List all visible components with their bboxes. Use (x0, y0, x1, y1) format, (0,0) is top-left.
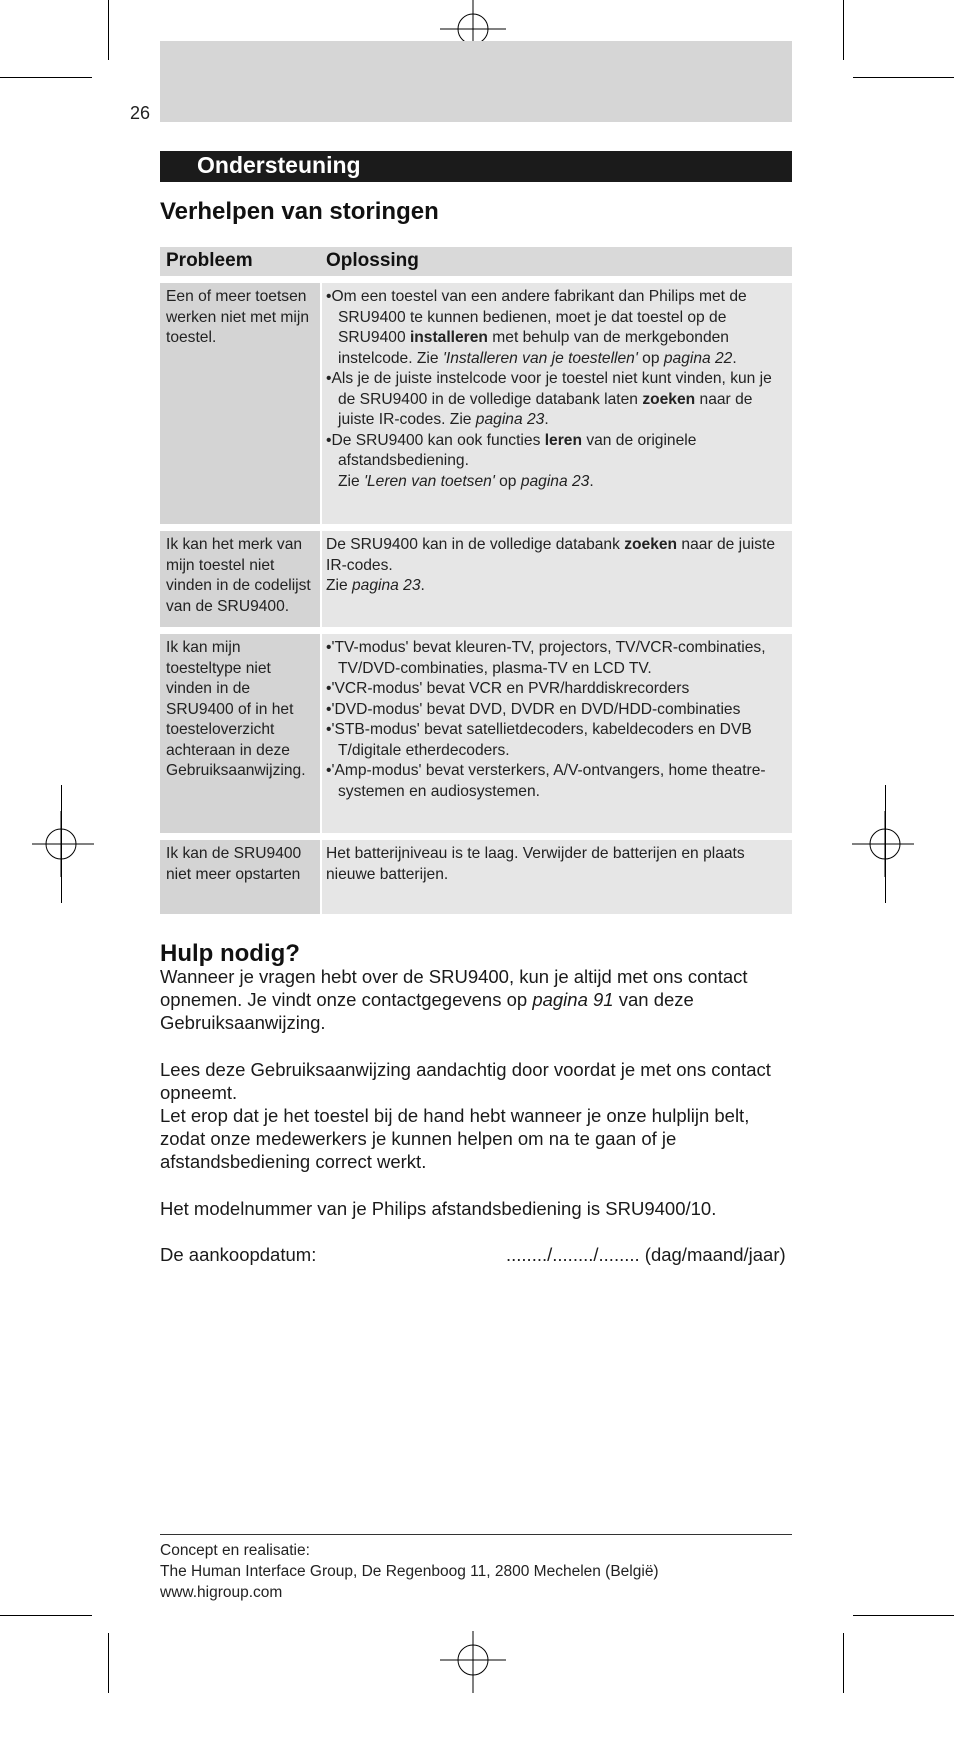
help-paragraph (160, 965, 792, 1034)
solution-text (326, 638, 792, 802)
text-run: pagina 23 (475, 411, 545, 428)
bullet-item: •'DVD-modus' bevat DVD, DVDR en DVD/HDD-combinaties (326, 700, 741, 718)
footer-divider (160, 1534, 792, 1535)
crop-mark (108, 1633, 109, 1693)
table-header (160, 247, 792, 276)
solution-text (326, 844, 792, 885)
page-number: 26 (130, 103, 151, 123)
text-run: . (544, 411, 549, 428)
text-run: op (637, 349, 664, 367)
text-run: naar de juiste IR-codes. (326, 536, 776, 574)
crop-mark (843, 1633, 844, 1693)
crop-mark (0, 77, 92, 78)
footer (160, 1540, 659, 1603)
help-paragraph: Lees deze Gebruiksaanwijzing aandachtig door voordat je met ons contact opneemt. (160, 1059, 771, 1103)
solution-cell (322, 634, 792, 833)
solution-cell (322, 531, 792, 627)
model-number-text: Het modelnummer van je Philips afstandsbediening is SRU9400/10. (160, 1198, 717, 1219)
problem-text: Ik kan het merk van mijn toestel niet vinden in de codelijst van de SRU9400. (166, 536, 311, 615)
column-header-solution: Oplossing (326, 250, 419, 271)
section-title: Ondersteuning (197, 152, 361, 178)
text-run: Zie (338, 472, 364, 490)
problem-cell (160, 840, 320, 914)
text-run: 'TV-modus' bevat kleuren-TV, projectors, TV/VCR-combinaties, TV/DVD-combinaties, plasma-TV en LCD TV. (331, 639, 766, 677)
table-row (160, 634, 792, 833)
header-gray-block (160, 41, 792, 122)
bullet-item: •De SRU9400 kan ook functies leren van de originele afstandsbediening. Zie 'Leren van toetsen' op pagina 23. (326, 431, 697, 490)
text-run: zoeken (642, 390, 696, 408)
table-row (160, 531, 792, 627)
text-run: . (732, 349, 737, 367)
footer-line: www.higroup.com (160, 1584, 283, 1601)
text-run: Het batterijniveau is te laag. Verwijder de batterijen en plaats nieuwe batterijen. (326, 845, 745, 883)
bullet-item: •Om een toestel van een andere fabrikant dan Philips met de SRU9400 te kunnen bedienen, moet je dat toestel op de SRU9400 installeren met behulp van de merkgebonden instelcode. Zie 'Installeren van je toestellen' op pagina 22. (326, 288, 747, 367)
text-run: . (420, 577, 425, 594)
bullet-item: •Als je de juiste instelcode voor je toestel niet kunt vinden, kun je de SRU9400 in de volledige databank laten zoeken naar de juiste IR-codes. Zie pagina 23. (326, 370, 772, 428)
bullet-item: •'TV-modus' bevat kleuren-TV, projectors, TV/VCR-combinaties, TV/DVD-combinaties, plasma-TV en LCD TV. (326, 639, 766, 677)
problem-text: Een of meer toetsen werken niet met mijn toestel. (166, 288, 309, 346)
text-run: installeren (409, 329, 488, 346)
crop-mark (853, 77, 954, 78)
solution-text (326, 287, 792, 492)
bullet-item: •'STB-modus' bevat satellietdecoders, kabeldecoders en DVB T/digitale etherdecoders. (326, 721, 752, 759)
bullet-item: •'VCR-modus' bevat VCR en PVR/harddiskrecorders (326, 680, 690, 697)
text-run: Als je de juiste instelcode voor je toestel niet kunt vinden, kun je de SRU9400 in de volledige databank laten (331, 370, 772, 408)
text-run: met behulp van de merkgebonden instelcode. Zie (338, 329, 729, 367)
column-header-problem: Probleem (166, 250, 253, 271)
solution-cell (322, 283, 792, 524)
text-run: 'Installeren van je toestellen' (442, 349, 638, 367)
text-run: 'Amp-modus' bevat versterkers, A/V-ontvangers, home theatre-systemen en audiosystemen. (331, 762, 766, 800)
section-header-bar (160, 151, 792, 182)
problem-cell (160, 283, 320, 524)
text-run: van de originele afstandsbediening. (338, 431, 697, 469)
footer-line: The Human Interface Group, De Regenboog 11, 2800 Mechelen (België) (160, 1563, 659, 1580)
registration-mark-icon (440, 1627, 506, 1693)
solution-text (326, 535, 792, 597)
text-run: 'Leren van toetsen' (364, 472, 495, 490)
help-paragraph: Let erop dat je het toestel bij de hand hebt wanneer je onze hulplijn belt, zodat onze medewerkers je kunnen helpen om na te gaan of je afstandsbediening correct werkt. (160, 1105, 750, 1172)
help-heading: Hulp nodig? (160, 940, 300, 967)
purchase-date-label: De aankoopdatum: (160, 1244, 317, 1265)
problem-text: Ik kan de SRU9400 niet meer opstarten (166, 845, 302, 883)
text-run: De SRU9400 kan in de volledige databank (326, 536, 625, 553)
crop-mark (108, 0, 109, 60)
troubleshooting-heading: Verhelpen van storingen (160, 198, 439, 225)
crop-mark (885, 785, 886, 903)
crop-mark (0, 1615, 92, 1616)
problem-cell (160, 531, 320, 627)
text-run: pagina 23 (352, 577, 421, 594)
crop-mark (843, 0, 844, 60)
text-run: 'STB-modus' bevat satellietdecoders, kabeldecoders en DVB T/digitale etherdecoders. (331, 721, 752, 759)
text-run: pagina 91 (532, 989, 614, 1010)
text-run: pagina 23 (520, 472, 590, 490)
table-row (160, 840, 792, 914)
text-run: van deze Gebruiksaanwijzing. (160, 989, 694, 1033)
text-run: zoeken (624, 536, 678, 553)
problem-cell (160, 634, 320, 833)
text-run: 'VCR-modus' bevat VCR en PVR/harddiskrecorders (331, 680, 690, 697)
text-run: Zie (326, 577, 352, 594)
text-run: Wanneer je vragen hebt over de SRU9400, kun je altijd met ons contact opnemen. Je vindt onze contactgegevens op (160, 966, 748, 1010)
table-row (160, 283, 792, 524)
text-run: De SRU9400 kan ook functies (331, 431, 545, 449)
problem-text: Ik kan mijn toesteltype niet vinden in de SRU9400 of in het toesteloverzicht achteraan in deze Gebruiksaanwijzing. (166, 639, 306, 779)
text-run: naar de juiste IR-codes. Zie (338, 390, 753, 428)
text-run: leren (544, 431, 582, 449)
crop-mark (853, 1615, 954, 1616)
text-run: Om een toestel van een andere fabrikant dan Philips met de SRU9400 te kunnen bedienen, moet je dat toestel op de SRU9400 (331, 288, 747, 346)
text-run: op (494, 472, 521, 490)
purchase-date-value: ......../......../........ (dag/maand/jaar) (506, 1244, 786, 1265)
footer-line: Concept en realisatie: (160, 1542, 310, 1559)
text-run: 'DVD-modus' bevat DVD, DVDR en DVD/HDD-combinaties (331, 700, 741, 718)
bullet-item: •'Amp-modus' bevat versterkers, A/V-ontvangers, home theatre-systemen en audiosystemen. (326, 762, 766, 800)
solution-cell (322, 840, 792, 914)
text-run: . (589, 472, 594, 490)
crop-mark (61, 785, 62, 903)
text-run: pagina 22 (663, 349, 733, 367)
